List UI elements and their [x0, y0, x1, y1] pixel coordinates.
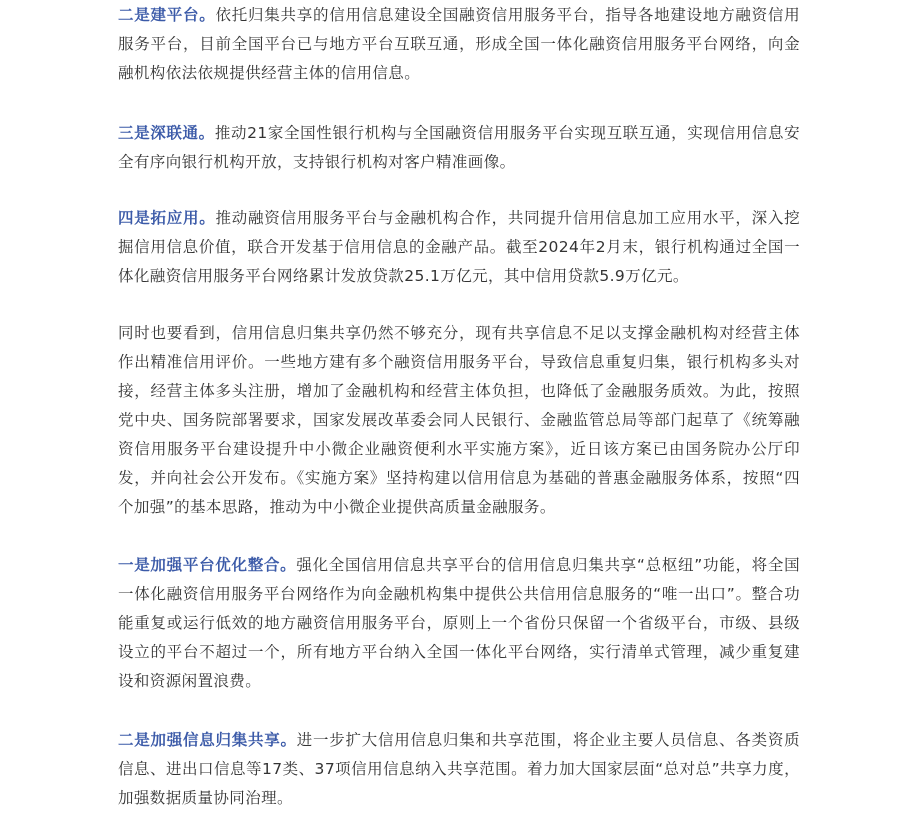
paragraph-text: 进一步扩大信用信息归集和共享范围，将企业主要人员信息、各类资质信息、进出口信息等17类、37项信用信息纳入共享范围。着力加大国家层面“总对总”共享力度，加强数据质量协同治理。	[118, 731, 801, 807]
paragraph-heading: 二是建平台。	[118, 6, 216, 24]
paragraph-text: 同时也要看到，信用信息归集共享仍然不够充分，现有共享信息不足以支撑金融机构对经营主体作出精准信用评价。一些地方建有多个融资信用服务平台，导致信息重复归集，银行机构多头对接，经营主体多头注册，增加了金融机构和经营主体负担，也降低了金融服务质效。为此，按照党中央、国务院部署要求，国家发展改革委会同人民银行、金融监管总局等部门起草了《统筹融资信用服务平台建设提升中小微企业融资便利水平实施方案》，近日该方案已由国务院办公厅印发，并向社会公开发布。《实施方案》坚持构建以信用信息为基础的普惠金融服务体系，按照“四个加强”的基本思路，推动为中小微企业提供高质量金融服务。	[118, 324, 800, 516]
paragraph-current-issues	[118, 319, 800, 522]
paragraph-info-sharing	[118, 726, 800, 813]
paragraph-deep-connect	[118, 119, 800, 177]
paragraph-text: 依托归集共享的信用信息建设全国融资信用服务平台，指导各地建设地方融资信用服务平台，目前全国平台已与地方平台互联互通，形成全国一体化融资信用服务平台网络，向金融机构依法依规提供经营主体的信用信息。	[118, 6, 800, 82]
paragraph-text: 推动融资信用服务平台与金融机构合作，共同提升信用信息加工应用水平，深入挖掘信用信息价值，联合开发基于信用信息的金融产品。截至2024年2月末，银行机构通过全国一体化融资信用服务平台网络累计发放贷款25.1万亿元，其中信用贷款5.9万亿元。	[118, 209, 800, 285]
paragraph-heading: 一是加强平台优化整合。	[118, 556, 297, 574]
paragraph-heading: 二是加强信息归集共享。	[118, 731, 297, 749]
paragraph-expand-application	[118, 204, 800, 291]
paragraph-build-platform	[118, 1, 800, 88]
paragraph-heading: 三是深联通。	[118, 124, 215, 142]
paragraph-platform-integration	[118, 551, 800, 696]
paragraph-text: 推动21家全国性银行机构与全国融资信用服务平台实现互联互通，实现信用信息安全有序向银行机构开放，支持银行机构对客户精准画像。	[118, 124, 801, 171]
paragraph-text: 强化全国信用信息共享平台的信用信息归集共享“总枢纽”功能，将全国一体化融资信用服务平台网络作为向金融机构集中提供公共信用信息服务的“唯一出口”。整合功能重复或运行低效的地方融资信用服务平台，原则上一个省份只保留一个省级平台，市级、县级设立的平台不超过一个，所有地方平台纳入全国一体化平台网络，实行清单式管理，减少重复建设和资源闲置浪费。	[118, 556, 800, 690]
paragraph-heading: 四是拓应用。	[118, 209, 216, 227]
